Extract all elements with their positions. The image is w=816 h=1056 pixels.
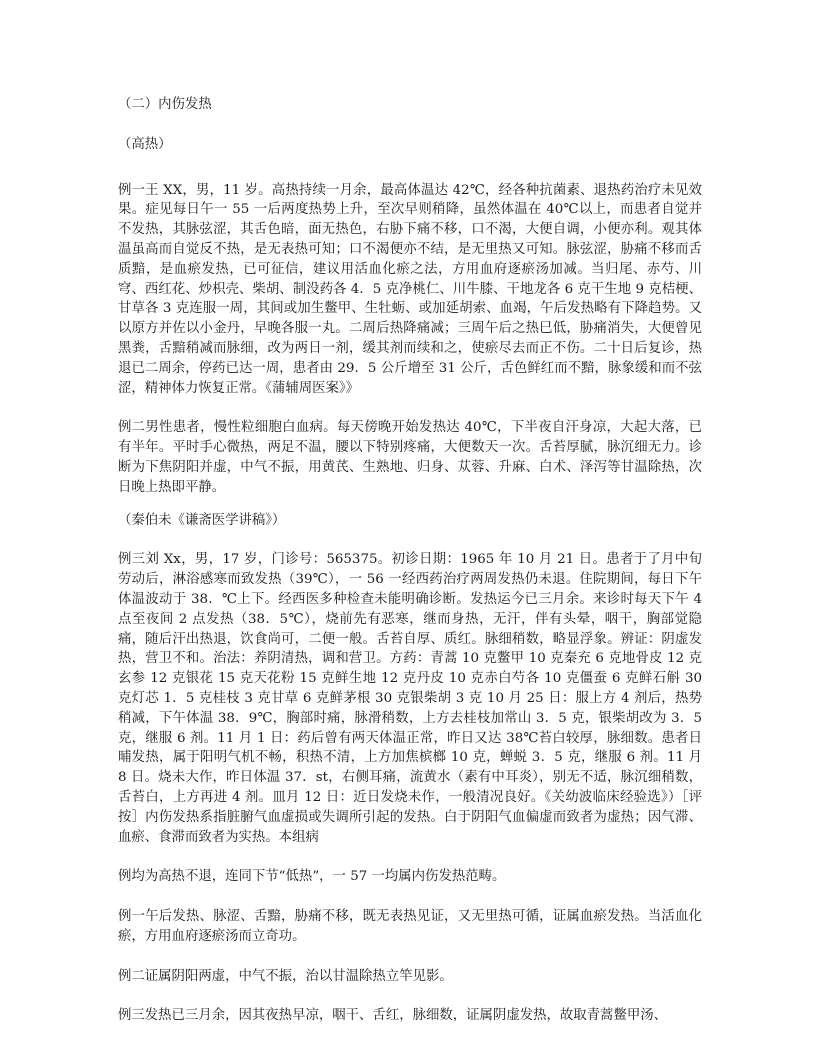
section-heading: （二）内伤发热 bbox=[118, 97, 212, 112]
case-1-paragraph: 例一王 XX，男，11 岁。高热持续一月余，最高体温达 42℃，经各种抗菌素、退热药治疗未见效果。症见每日午一 55 一后两度热势上升，至次早则稍降，虽然体温在 40℃以上，而患者自觉并不发热，其脉弦涩，其舌色暗，面无热色，右胁下痛不移，口不渴，大便自调，小便亦利。观其体温虽高而自觉反不热，是无表热可知；口不渴便亦不结，是无里热又可知。脉弦涩，胁痛不移而舌质黯，是血瘀发热，已可征信，建议用活血化瘀之法，方用血府逐瘀汤加减。当归尾、赤芍、川穹、西红花、炒枳壳、柴胡、制没药各 4．5 克净桃仁、川牛膝、干地龙各 6 克干生地 9 克桔梗、甘草各 3 克连服一周，其间或加生鳖甲、生牡蛎、或加延胡索、血竭，午后发热略有下降趋势。又以原方并佐以小金丹，早晚各服一丸。二周后热降痛减；三周午后之热巳低，胁痛消失，大便曾见黑粪，舌黯稍减而脉细，改为两日一剂，缓其剂而续和之，使瘀尽去而正不伤。二十日后复诊，热退已二周余，停药已达一周，患者由 29．5 公斤增至 31 公斤，舌色鲜红而不黯，脉象缓和而不弦涩，精神体力恢复正常。《蒲辅周医案》》 bbox=[118, 182, 702, 396]
summary-paragraph: 例均为高热不退，连同下节“低热”，一 57 一均属内伤发热范畴。 bbox=[118, 869, 506, 885]
commentary-case-3: 例三发热已三月余，因其夜热早凉，咽干、舌红，脉细数，证属阴虚发热，故取青蒿鳖甲汤、 bbox=[118, 1008, 668, 1024]
case-3-paragraph: 例三刘 Xx，男，17 岁，门诊号：565375。初诊日期：1965 年 10 月 21 日。患者于了月中旬劳动后，淋浴感寒而致发热（39℃），一 56 一经西药治疗两周发热仍未退。住院期间，每日下午体温波动于 38．℃上下。经西医多种检查未能明确诊断。发热运今已三月余。来诊时每天下午 4 点至夜间 2 点发热（38．5℃），烧前先有恶寒，继而身热，无汗，伴有头晕，咽干，胸部觉隐痛，随后汗出热退，饮食尚可，二便一般。舌苔自厚、质红。脉细稍数，略显浮象。辨证：阴虚发热，营卫不和。治法：养阴清热，调和营卫。方药：青蒿 10 克鳖甲 10 克秦充 6 克地骨皮 12 克玄参 12 克银花 15 克天花粉 15 克鲜生地 12 克丹皮 10 克赤白芍各 10 克僵蚕 6 克鲜石斛 30 克灯芯 1．5 克桂枝 3 克甘草 6 克鲜茅根 30 克银柴胡 3 克 10 月 25 日：服上方 4 剂后，热势稍减，下午体温 38．9℃，胸部时痛，脉滑稍数，上方去桂枝加常山 3．5 克，银柴胡改为 3．5 克，继服 6 剂。11 月 1 日：药后曾有两天体温正常，昨日又达 38℃苔白较厚，脉细数。患者日晡发热，属于阳明气机不畅，积热不清，上方加焦槟榔 10 克，蝉蜕 3．5 克，继服 6 剂。11 月 8 日。烧未大作，昨日体温 37．st，右侧耳痛，流黄水（素有中耳炎），别无不适，脉沉细稍数，舌苔白，上方再进 4 剂。皿月 12 日：近日发烧未作，一般清况良好。《关幼波临床经验选》）［评按］内伤发热系指脏腑气血虚损或失调所引起的发热。白于阴阳气血偏虚而致者为虚热；因气滞、血瘀、食滞而致者为实热。本组病 bbox=[118, 552, 702, 845]
commentary-case-2: 例二证属阴阳两虚，中气不振，治以甘温除热立竿见影。 bbox=[118, 968, 453, 984]
commentary-case-1: 例一午后发热、脉涩、舌黯，胁痛不移，既无表热见证，又无里热可循，证属血瘀发热。当活血化瘀，方用血府逐瘀汤而立奇功。 bbox=[118, 909, 702, 944]
case-2-paragraph: 例二男性患者，慢性粒细胞白血病。每天傍晚开始发热达 40℃，下半夜自汗身凉，大起大落，已有半年。平时手心微热，两足不温，腰以下特别疼痛，大便数天一次。舌苔厚腻，脉沉细无力。诊断为下焦阴阳并虚，中气不振，用黄芪、生熟地、归身、苁蓉、升麻、白术、泽泻等甘温除热，次日晚上热即平静。 bbox=[118, 420, 702, 495]
case-2-source: （秦伯未《谦斋医学讲稿》） bbox=[118, 512, 286, 528]
document-page bbox=[118, 95, 702, 1026]
subheading-high-fever: （高热） bbox=[118, 136, 172, 152]
